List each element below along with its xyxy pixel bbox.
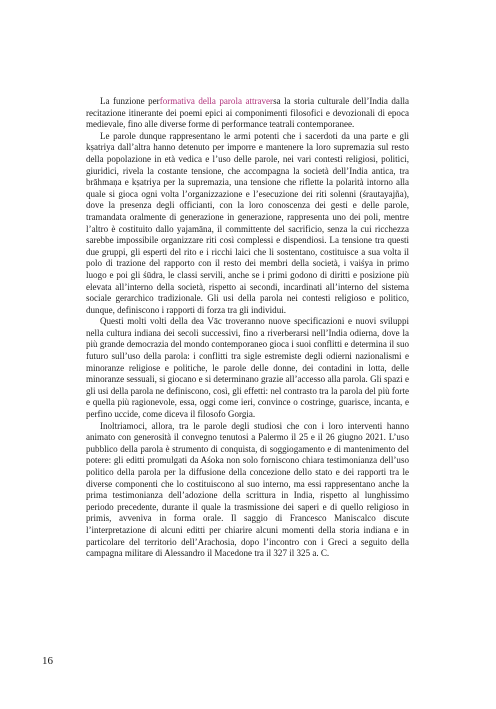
paragraph-1-end: sa la storia culturale dell’India dalla recitazione itinerante dei poemi epici ai componimenti filosofici e devozionali di epoca medievale, fino alle diverse forme di performance teatrali contemporanee.: [86, 96, 409, 130]
highlighted-text: formativa della parola attraver: [159, 96, 274, 106]
paragraph-1: [86, 96, 409, 131]
page-number: 16: [42, 655, 53, 667]
paragraph-3: Questi molti volti della dea Vāc troveranno nuove specificazioni e nuovi sviluppi nella cultura indiana dei secoli successivi, fino a riverberarsi nell’India odierna, dove la più grande democrazia del mondo contemporaneo gioca i suoi conflitti e determina il suo futuro sull’uso della parola: i conflitti tra sigle estremiste degli odierni nazionalismi e minoranze religiose e politiche, le parole delle donne, dei contadini in lotta, delle minoranze sessuali, si giocano e si determinano grazie all’accesso alla parola. Gli spazi e gli usi della parola ne definiscono, così, gli effetti: nel contrasto tra la parola del più forte e quella più ragionevole, essa, oggi come ieri, convince o costringe, guarisce, incanta, e perfino uccide, come diceva il filosofo Gorgia.: [86, 316, 409, 420]
body-text: [86, 96, 409, 560]
paragraph-2: Le parole dunque rappresentano le armi potenti che i sacerdoti da una parte e gli kṣatriya dall’altra hanno detenuto per imporre e mantenere la loro supremazia sul resto della popolazione in età vedica e l’uso delle parole, nei vari contesti religiosi, politici, giuridici, rivela la costante tensione, che accompagna la società dell’India antica, tra brāhmaṇa e kṣatriya per la supremazia, una tensione che riflette la polarità intorno alla quale si gioca ogni volta l’organizzazione e l’esecuzione dei riti solenni (śrautayajña), dove la presenza degli officianti, con la loro conoscenza dei gesti e delle parole, tramandata oralmente di generazione in generazione, rappresenta uno dei poli, mentre l’altro è costituito dallo yajamāna, il committente del sacrificio, senza la cui ricchezza sarebbe impossibile organizzare riti così complessi e dispendiosi. La tensione tra questi due gruppi, gli esperti del rito e i ricchi laici che li sostentano, costituisce a sua volta il polo di trazione del rapporto con il resto dei membri della società, i vaiśya in primo luogo e poi gli śūdra, le classi servili, anche se i primi godono di diritti e posizione più elevata all’interno della società, rispetto ai secondi, incardinati all’interno del sistema sociale gerarchico tradizionale. Gli usi della parola nei contesti religioso e politico, dunque, definiscono i rapporti di forza tra gli individui.: [86, 130, 409, 315]
paragraph-1-start: La funzione per: [100, 96, 160, 106]
paragraph-4: Inoltriamoci, allora, tra le parole degli studiosi che con i loro interventi hanno animato con generosità il convegno tenutosi a Palermo il 25 e il 26 giugno 2021. L’uso pubblico della parola è strumento di conquista, di soggiogamento e di mantenimento del potere: gli editti promulgati da Aśoka non solo forniscono chiara testimonianza dell’uso politico della parola per la diffusione della concezione dello stato e dei rapporti tra le diverse componenti che lo costituiscono al suo interno, ma essi rappresentano anche la prima testimonianza dell’adozione della scrittura in India, rispetto al lunghissimo periodo precedente, durante il quale la trasmissione dei saperi e di quello religioso in primis, avveniva in forma orale. Il saggio di Francesco Maniscalco discute l’interpretazione di alcuni editti per chiarire alcuni momenti della storia indiana e in particolare del territorio dell’Arachosia, dopo l’incontro con i Greci a seguito della campagna militare di Alessandro il Macedone tra il 327 il 325 a. C.: [86, 420, 409, 559]
